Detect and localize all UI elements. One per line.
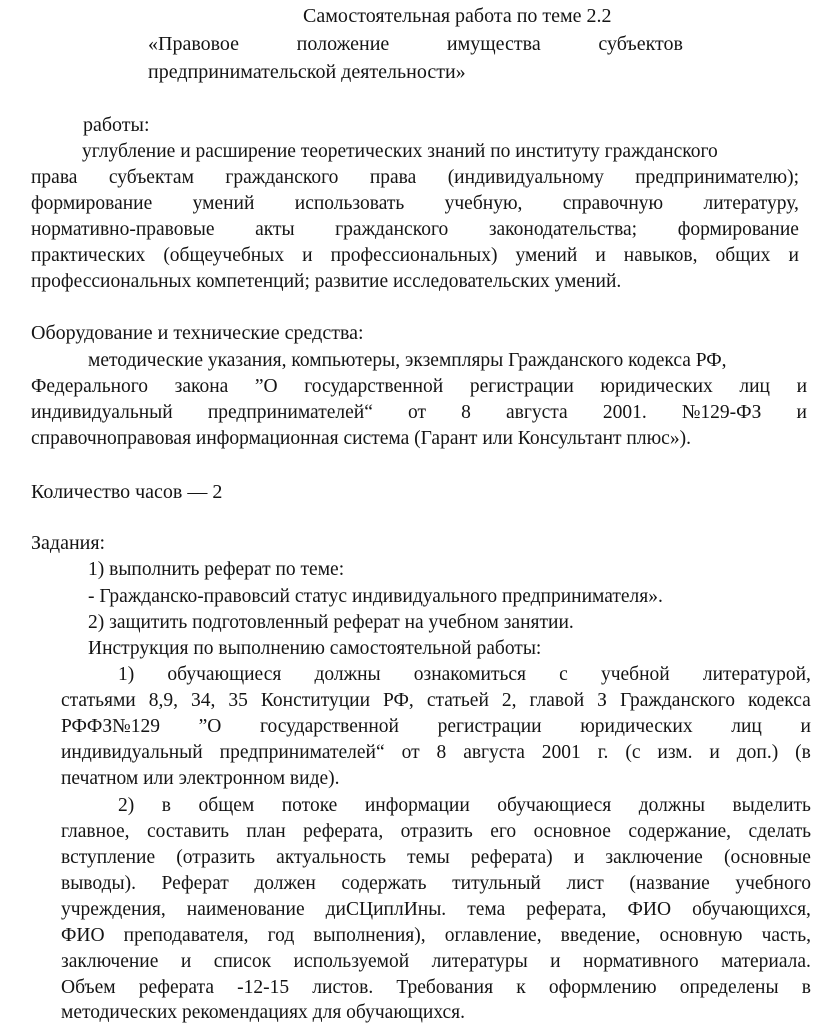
equipment-line: индивидуальный предпринимателей“ от 8 августа 2001. №129-ФЗ и: [31, 402, 807, 423]
equipment-line: Федерального закона ”О государственной регистрации юридических лиц и: [31, 376, 807, 397]
goal-line: права субъектам гражданского права (индивидуальному предпринимателю);: [31, 167, 799, 188]
goal-line: практических (общеучебных и профессиональных) умений и навыков, общих и: [31, 245, 799, 266]
title-word: «Правовое: [148, 33, 240, 55]
step2-line: 2) в общем потоке информации обучающиеся должны выделить: [118, 795, 811, 816]
title-line-1: Самостоятельная работа по теме 2.2: [303, 5, 612, 27]
equipment-line: справочноправовая информационная система (Гарант или Консультант плюс»).: [31, 428, 691, 449]
step1-line: печатном или электронном виде).: [61, 768, 340, 789]
equipment-label: Оборудование и технические средства:: [31, 322, 364, 344]
equipment-line: методические указания, компьютеры, экземпляры Гражданского кодекса РФ,: [88, 350, 727, 371]
step2-line: Объем реферата -12-15 листов. Требования к оформлению определены в: [61, 977, 811, 998]
goal-line: нормативно-правовые акты гражданского законодательства; формирование: [31, 219, 799, 240]
task-line: - Гражданско-правовсий статус индивидуального предпринимателя».: [88, 586, 663, 607]
title-word: положение: [296, 33, 390, 55]
step1-line: статьями 8,9, 34, 35 Конституции РФ, статьей 2, главой З Гражданского кодекса: [61, 690, 811, 711]
goal-line: формирование умений использовать учебную, справочную литературу,: [31, 193, 799, 214]
tasks-label: Задания:: [31, 532, 106, 554]
goal-line: профессиональных компетенций; развитие исследовательских умений.: [31, 271, 622, 292]
title-word: имущества: [446, 33, 541, 55]
step2-line: вступление (отразить актуальность темы реферата) и заключение (основные: [61, 847, 811, 868]
task-line: 1) выполнить реферат по теме:: [88, 559, 345, 580]
step2-line: главное, составить план реферата, отразить его основное содержание, сделать: [61, 821, 811, 842]
step2-line: учреждения, наименование диСЦиплИны. тема реферата, ФИО обучающихся,: [61, 899, 811, 920]
title-line-3: предпринимательской деятельности»: [148, 61, 466, 83]
step2-line: заключение и список используемой литературы и нормативного материала.: [61, 951, 811, 972]
step1-line: 1) обучающиеся должны ознакомиться с учебной литературой,: [118, 664, 811, 685]
task-line: 2) защитить подготовленный реферат на учебном занятии.: [88, 612, 574, 633]
step2-line: выводы). Реферат должен содержать титульный лист (название учебного: [61, 873, 811, 894]
step1-line: индивидуальный предпринимателей“ от 8 августа 2001 г. (с изм. и доп.) (в: [61, 742, 811, 763]
goal-label: работы:: [83, 114, 150, 136]
task-line: Инструкция по выполнению самостоятельной работы:: [88, 638, 542, 659]
step1-line: РФФЗ№129 ”О государственной регистрации юридических лиц и: [61, 716, 811, 737]
step2-line: ФИО преподавателя, год выполнения), оглавление, введение, основную часть,: [61, 925, 811, 946]
title-word: субъектов: [598, 33, 683, 55]
goal-line: углубление и расширение теоретических знаний по институту гражданского: [82, 141, 718, 162]
title-line-2: [148, 31, 683, 57]
step2-line: методических рекомендациях для обучающихся.: [61, 1002, 466, 1023]
hours-label: Количество часов — 2: [31, 481, 223, 503]
